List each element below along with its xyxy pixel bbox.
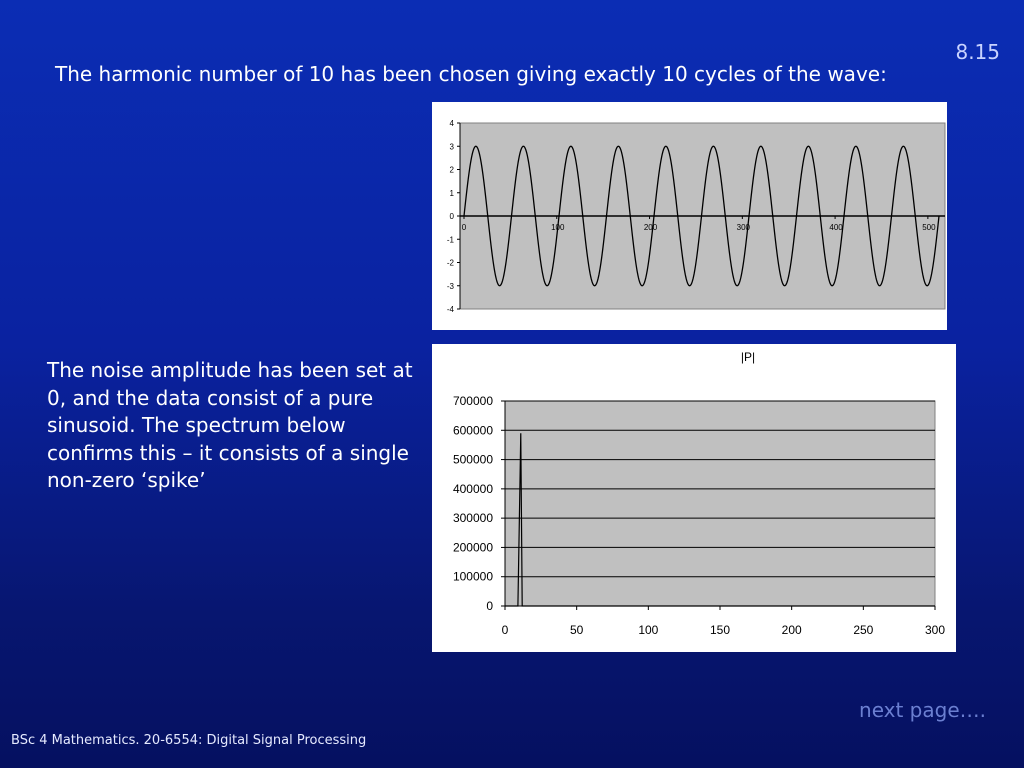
sine-wave-plot (432, 102, 947, 330)
y-tick-label: -1 (446, 235, 454, 245)
x-tick-label: 0 (461, 223, 467, 232)
spectrum-plot (432, 344, 956, 652)
slide-number: 8.15 (955, 40, 1000, 64)
y-tick-label: 500000 (452, 452, 493, 467)
x-tick-label: 250 (853, 623, 874, 637)
x-tick-label: 100 (638, 623, 659, 637)
body-text: The noise amplitude has been set at 0, and the data consist of a pure sinusoid. The spectrum below confirms this – it consists of a single non-zero ‘spike’ (47, 358, 413, 492)
y-tick-label: 3 (449, 142, 454, 152)
x-tick-label: 0 (501, 623, 509, 637)
x-tick-label: 400 (829, 223, 843, 232)
next-page-link[interactable]: next page…. (859, 698, 986, 722)
y-tick-label: 200000 (452, 540, 493, 555)
y-tick-label: 600000 (452, 423, 493, 438)
y-tick-label: 1 (449, 188, 454, 198)
plot-area (505, 401, 935, 606)
y-tick-label: 0 (449, 212, 454, 221)
footer-text: BSc 4 Mathematics. 20-6554: Digital Signal Processing (11, 733, 367, 748)
x-tick-label: 200 (781, 623, 802, 637)
y-tick-label: 300000 (452, 511, 493, 526)
y-tick-label: 100000 (452, 569, 493, 584)
y-tick-label: 0 (486, 599, 493, 613)
x-tick-label: 100 (551, 223, 565, 232)
x-tick-label: 300 (736, 223, 750, 232)
sine-wave-chart (432, 102, 947, 330)
x-tick-label: 150 (709, 623, 731, 637)
y-tick-label: -3 (446, 281, 454, 291)
y-tick-label: -4 (446, 305, 454, 314)
spectrum-chart (432, 344, 956, 652)
slide-heading: The harmonic number of 10 has been chosen giving exactly 10 cycles of the wave: (55, 62, 887, 86)
y-tick-label: -2 (446, 258, 454, 268)
chart-title: |P| (740, 350, 756, 364)
y-tick-label: 400000 (452, 481, 493, 496)
x-tick-label: 200 (643, 223, 658, 232)
y-tick-label: 4 (449, 119, 454, 128)
y-tick-label: 700000 (452, 394, 493, 408)
x-tick-label: 300 (924, 623, 946, 637)
x-tick-label: 50 (569, 623, 584, 637)
y-tick-label: 2 (449, 165, 454, 175)
x-tick-label: 500 (922, 223, 936, 232)
